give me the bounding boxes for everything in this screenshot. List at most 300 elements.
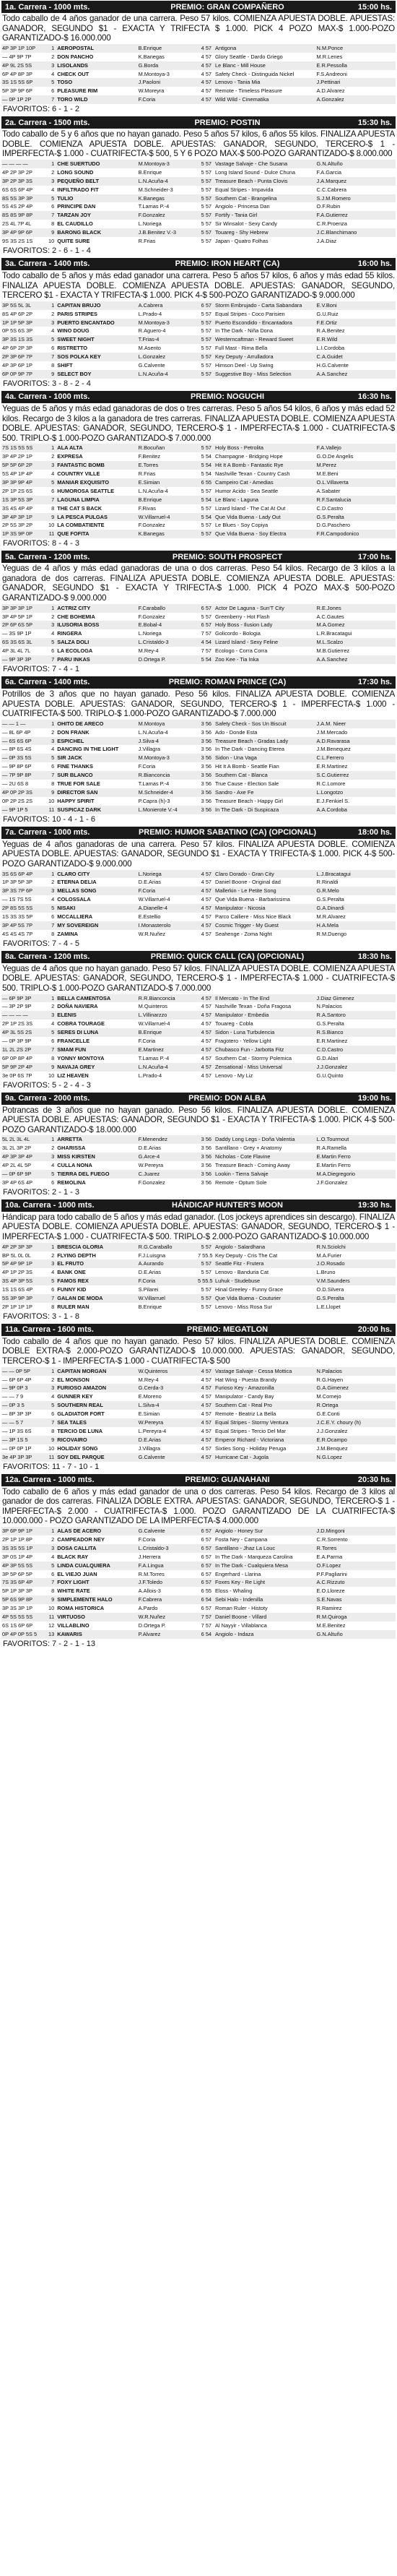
trainer-name: H.G.Calvente — [316, 362, 349, 369]
recent-form: — 9P 1P 5 — [1, 806, 46, 814]
trainer-name: C.R.Proenza — [316, 220, 347, 228]
sire-dam: Safety Check - Distinguida Nickel — [215, 70, 295, 77]
horse-name: REMOLINA — [57, 1179, 86, 1186]
race-number: 11a. Carrera - 1600 mts. — [5, 1325, 94, 1335]
recent-form: 1S 3P 5S 3P — [1, 496, 46, 504]
post-position: 2 — [51, 310, 55, 317]
age-weight: 6 57 — [197, 301, 214, 310]
trainer-name: E.R.Martinez — [316, 763, 348, 770]
age-weight: 4 57 — [201, 1020, 212, 1028]
sire-dam: Hurricane Cat - Jugola — [214, 1453, 316, 1462]
horse-name: SOS POLKA KEY — [56, 353, 137, 361]
sire-dam: Champagne - Bridging Hope — [215, 453, 283, 460]
jockey-name: J.Villagra — [138, 1444, 160, 1452]
post-position: 1 — [46, 720, 56, 728]
entry-row — [1, 1444, 396, 1453]
race-time: 19:30 hs. — [357, 1201, 392, 1210]
age-weight: 4 57 — [197, 904, 214, 913]
horse-name: LISOLANDS — [56, 61, 137, 70]
sire-dam: Que Vida Buena - Barbarissima — [215, 896, 290, 903]
recent-form: 3P 6P 9P 1P — [1, 1527, 46, 1535]
sire-dam: Equal Stripes - Tercio Del Mar — [215, 1427, 287, 1434]
horse-name: AEROPOSTAL — [56, 44, 137, 53]
age-weight: 4 57 — [197, 870, 214, 879]
entry-row — [1, 78, 396, 87]
trainer-name: L.Longotzo — [316, 788, 396, 797]
post-position: 1 — [46, 44, 56, 53]
entry-row — [1, 1578, 396, 1587]
age-weight: 3 56 — [197, 1135, 214, 1144]
recent-form: 3L 2L 3P 2P — [2, 1145, 31, 1152]
horse-name: CLARO CITY — [56, 870, 137, 879]
sire-dam: Seahenge - Zoma Night — [215, 930, 272, 937]
recent-form: — 3P 2P 9P — [2, 1003, 32, 1010]
sire-dam: Equal Stripes - Stormy Ventura — [214, 1418, 316, 1427]
age-weight: 5 57 — [197, 194, 214, 203]
trainer-name: J.J.Gonzalez — [316, 1063, 396, 1072]
recent-form: 3P 3P 9P 4P — [1, 478, 46, 487]
age-weight: 3 56 — [197, 737, 214, 746]
horse-name: FRANCELLE — [57, 1038, 90, 1045]
jockey-name: W.Villarruel-4 — [138, 896, 170, 903]
jockey-name: W.Pereyra — [138, 1162, 164, 1169]
jockey-name: G.Calvente — [138, 1453, 197, 1462]
race-conditions: Yeguas de 4 años que no hayan ganado. Peso 57 kilos. FINALIZA APUESTA DOBLE. COMIENZA APUESTA DOBLE. APUESTAS: GANADOR, SEGUNDO, TERCERO-$ 1 - IMPERFECTA-$ 1.000 - CUATRIFECTA-$ 500. TRIPLO-$ 1.000-POZO GARANTIZADO-$ 7.000.000 — [2, 963, 395, 993]
race-prize: PREMIO: POSTIN — [194, 118, 261, 127]
post-position: 4 — [51, 630, 55, 637]
jockey-name: E.Simian — [138, 478, 197, 487]
recent-form: 1S 3S 3S 5P — [2, 913, 33, 921]
jockey-name: J.B.Benitez V.-3 — [138, 228, 197, 237]
entry-row — [1, 1294, 396, 1303]
post-position: 13 — [46, 1630, 56, 1639]
sire-dam: Golicordo - Bologia — [215, 630, 261, 637]
entry-row — [1, 994, 396, 1003]
horse-name: FINE THANKS — [57, 763, 93, 770]
post-position: 4 — [51, 1020, 55, 1028]
age-weight: 4 57 — [201, 1072, 212, 1079]
jockey-name: S.Pilarei — [138, 1286, 159, 1293]
jockey-name: F.Gonzalez — [138, 211, 197, 220]
sire-dam: Manipulator - Nicosia — [214, 904, 316, 913]
age-weight: 6 54 — [197, 1630, 214, 1639]
post-position: 6 — [51, 1038, 55, 1045]
jockey-name: P.Capra (h)-3 — [138, 797, 170, 804]
race-time: 20:00 hs. — [357, 1325, 392, 1335]
race-section — [1, 827, 396, 949]
horse-name: COLOSSALA — [57, 896, 91, 903]
post-position: 8 — [51, 780, 55, 788]
race-favorites: FAVORITOS: 10 - 4 - 1 - 6 — [3, 814, 95, 824]
horse-name: CAMPEADOR NEY — [57, 1535, 105, 1543]
age-weight: 7 57 — [201, 1621, 212, 1629]
trainer-name: P.F.Pagliarini — [316, 1570, 347, 1577]
jockey-name: B.Enrique — [138, 1028, 197, 1037]
trainer-name: F.A.Gutierrez — [316, 211, 396, 220]
sire-dam: Greenberry - Hot Flash — [215, 613, 270, 620]
horse-name: YONNY MONTOYA — [57, 1054, 105, 1061]
horse-name: SALZA DOLI — [56, 638, 137, 647]
sire-dam: Sandro - Axe Fe — [214, 788, 316, 797]
jockey-name: F.Coria — [138, 1535, 156, 1543]
trainer-name: O.F.Rubin — [316, 203, 341, 210]
age-weight: 4 57 — [197, 1436, 214, 1444]
jockey-name: R.M.Torres — [138, 1570, 165, 1577]
recent-form: 3P 4P 2P 1P — [2, 453, 32, 460]
horse-name: ZAMINA — [57, 930, 79, 937]
recent-form: 2S 4L 7P 4L — [2, 220, 32, 228]
post-position: 7 — [46, 655, 56, 664]
horse-name: PLEASURE RIM — [57, 87, 98, 95]
entry-row — [1, 1553, 396, 1561]
post-position: 1 — [46, 994, 56, 1003]
entry-row — [1, 930, 396, 939]
jockey-name: E.Bobal-4 — [138, 621, 197, 629]
age-weight: 4 57 — [197, 921, 214, 930]
entry-row — [1, 1527, 396, 1535]
post-position: 2 — [51, 1145, 55, 1152]
horse-name: ACTRIZ CITY — [56, 604, 137, 613]
trainer-name: L.O.Tourmout — [316, 1135, 396, 1144]
entry-row — [1, 1170, 396, 1179]
age-weight: 4 57 — [197, 95, 214, 104]
post-position: 10 — [48, 797, 55, 804]
post-position: 2 — [51, 168, 55, 176]
trainer-name: A.A.Sanchez — [316, 370, 396, 379]
entry-row — [1, 1621, 396, 1630]
race-prize: PREMIO: NOGUCHI — [190, 392, 265, 402]
trainer-name: E.O.Lloreze — [316, 1588, 345, 1595]
recent-form: 4P 3L 5S 2S — [1, 1028, 46, 1037]
sire-dam: Roman Ruler - Histoty — [215, 1605, 268, 1612]
recent-form: 2P 1P 2S 6S — [2, 487, 33, 494]
recent-form: 4P 3L 4L 7L — [2, 647, 31, 655]
horse-name: LONG SOUND — [57, 168, 94, 176]
race-number: 4a. Carrera - 1000 mts. — [5, 392, 90, 402]
horse-name: GUNNER KEY — [57, 1393, 93, 1400]
entry-row — [1, 1604, 396, 1613]
age-weight: 7 55.5 — [197, 1252, 213, 1259]
race-favorites: FAVORITOS: 6 - 1 - 2 — [3, 105, 79, 114]
jockey-name: F.Caraballo — [138, 604, 197, 613]
entry-row — [1, 461, 396, 470]
jockey-name: E.Torres — [138, 461, 197, 470]
jockey-name: L.Gonzalez — [138, 353, 197, 361]
sire-dam: Claro Dorado - Gran City — [214, 870, 316, 879]
jockey-name: F.J.Luisgna — [138, 1252, 166, 1259]
jockey-name: W.Villarruel — [138, 1294, 197, 1303]
age-weight: 5 57 — [197, 177, 214, 186]
trainer-name: N.Palacios — [316, 1003, 342, 1010]
trainer-name: E.Martin Ferro — [316, 1153, 396, 1161]
trainer-name: G.N.Altuño — [316, 160, 396, 168]
sire-dam: Lenovo - Banduria Cat — [215, 1269, 269, 1276]
trainer-name: R.F.Santalucia — [316, 496, 396, 504]
horse-name: TULIO — [56, 194, 137, 203]
entry-row — [1, 44, 396, 53]
horse-name: RULER MAN — [57, 1303, 90, 1310]
recent-form: — 3S 9P 1P — [2, 630, 32, 637]
entry-row — [1, 202, 396, 211]
age-weight: 6 57 — [201, 1553, 212, 1560]
trainer-name: F.S.Andreoni — [316, 70, 347, 77]
recent-form: — 2U 6S 8 — [2, 780, 29, 788]
age-weight: 4 57 — [197, 44, 214, 53]
jockey-name: A.Pardo — [138, 1605, 158, 1612]
recent-form: 5P 5P 6P 2P — [1, 461, 46, 470]
sire-dam: Hat Wing - Puesta Brandy — [215, 1376, 277, 1383]
entry-row — [1, 61, 396, 70]
horse-name: MELLAS SONG — [56, 887, 137, 895]
horse-name: SOY DEL PARQUE — [56, 1453, 137, 1462]
entry-row — [1, 1002, 396, 1011]
race-favorites: FAVORITOS: 7 - 4 - 5 — [3, 939, 79, 948]
recent-form: — 6P 9P 3P — [1, 994, 46, 1003]
trainer-name: G.A.Dinardi — [316, 904, 396, 913]
race-number: 7a. Carrera - 1000 mts. — [5, 828, 90, 837]
sire-dam: In The Dark - Dancing Eterea — [215, 746, 285, 753]
recent-form: — — 0P 5P — [1, 1367, 46, 1376]
trainer-name: E.J.Fenkiel S. — [316, 797, 350, 804]
jockey-name: K.Banegas — [138, 530, 197, 538]
race-conditions: Yeguas de 4 años ganadoras de una carrera. Peso 57 kilos. FINALIZA APUESTA DOBLE. COMIENZA APUESTA DOBLE. APUESTAS: GANADOR, SEGUNDO $1 - EXACTA Y TRIFECTA-$ 1.000. PICK 4-$ 500-POZO GARANTIZADO-$ 9.000.000 — [2, 839, 395, 869]
jockey-name: M.Rey-4 — [138, 1376, 159, 1383]
jockey-name: L.N.Acuña-4 — [138, 1063, 197, 1072]
post-position: 3 — [46, 887, 56, 895]
trainer-name: E.R.Ocampo — [316, 1436, 396, 1444]
recent-form: 3P 4P 6S 4P — [2, 1179, 33, 1186]
entry-row — [1, 887, 396, 895]
race-section — [1, 1199, 396, 1322]
age-weight: 4 57 — [201, 1410, 212, 1418]
trainer-name: G.N.Altuño — [316, 1630, 396, 1639]
sire-dam: Foxes Key - Re Light — [214, 1578, 316, 1587]
sire-dam: Key Deputy - Cris The Cat — [215, 1252, 278, 1259]
post-position: 9 — [46, 370, 56, 379]
entry-row — [1, 1054, 396, 1063]
jockey-name: J.Silva-4 — [138, 737, 197, 746]
jockey-name: M.Montoya-3 — [138, 70, 170, 77]
trainer-name: J.A.Marquez — [316, 177, 396, 186]
age-weight: 3 56 — [197, 788, 214, 797]
trainer-name: C.D.Castro — [316, 504, 344, 512]
race-prize: PREMIO: SOUTH PROSPECT — [172, 552, 283, 561]
horse-name: DIRECTOR SAN — [56, 788, 137, 797]
entry-row — [1, 1376, 396, 1384]
trainer-name: J.O.Rosado — [316, 1259, 396, 1268]
entry-row — [1, 1072, 396, 1080]
entries-table — [1, 870, 396, 939]
horse-name: LIZ HEAVEN — [57, 1072, 89, 1079]
jockey-name: F.Gonzalez — [138, 613, 165, 620]
horse-name: CHE SUERTUDO — [56, 160, 137, 168]
age-weight: 5 54 — [197, 496, 214, 504]
race-prize: PREMIO: ROMAN PRINCE (CA) — [168, 678, 287, 687]
jockey-name: G.Cerda-3 — [138, 1384, 197, 1392]
post-position: 3 — [46, 1259, 56, 1268]
entry-row — [1, 504, 396, 513]
jockey-name: E.Martinez — [138, 1046, 197, 1054]
recent-form: 2P 1P 1P 1P — [2, 1303, 32, 1310]
sire-dam: Treasure Beach - Gradas Lady — [214, 737, 316, 746]
trainer-name: G.S.Peralta — [316, 896, 344, 903]
sire-dam: Angiolo - Honey Sur — [214, 1527, 316, 1535]
race-header — [1, 258, 396, 270]
recent-form: — 9P 8P 6P — [2, 763, 32, 770]
horse-name: KAWARIS — [56, 1630, 137, 1639]
race-section — [1, 951, 396, 1090]
recent-form: 4P 6P 2P 3P — [2, 345, 32, 352]
post-position: 4 — [51, 186, 55, 193]
trainer-name: M.Cornejo — [316, 1393, 341, 1400]
jockey-name: F.Coria — [138, 763, 156, 770]
post-position: 8 — [51, 220, 55, 228]
trainer-name: M.R.Alvarez — [316, 913, 346, 921]
jockey-name: T.Lamas P.-4 — [138, 203, 170, 210]
entry-row — [1, 754, 396, 762]
recent-form: 6S 3S 6S 3L — [1, 638, 46, 647]
jockey-name: J.Villagra — [138, 746, 160, 753]
jockey-name: G.Calvente — [138, 1527, 197, 1535]
age-weight: 5 57 — [201, 362, 212, 369]
post-position: 4 — [51, 327, 55, 335]
age-weight: 6 57 — [197, 1544, 214, 1553]
jockey-name: G.Calvente — [138, 362, 165, 369]
jockey-name: M.Asento — [138, 345, 161, 352]
age-weight: 3 56 — [197, 771, 214, 780]
post-position: 6 — [51, 913, 55, 921]
race-section — [1, 1324, 396, 1472]
race-favorites: FAVORITOS: 2 - 1 - 3 — [3, 1187, 79, 1197]
post-position: 3 — [46, 177, 56, 186]
recent-form: 4P 1P 2P 3S — [2, 1269, 32, 1276]
sire-dam: Westerncaftman - Reward Sweet — [214, 335, 316, 344]
race-prize: PREMIO: IRON HEART (CA) — [175, 259, 280, 269]
jockey-name: L.Prado-4 — [138, 1072, 162, 1079]
sire-dam: Eloss - Whaling — [215, 1588, 253, 1595]
horse-name: ARRETTA — [56, 1135, 137, 1144]
entry-row — [1, 913, 396, 921]
recent-form: 3P 5P 6P 5P — [2, 1570, 32, 1577]
horse-name: LAGUNA LIMPIA — [56, 496, 137, 504]
entry-row — [1, 53, 396, 61]
trainer-name: O.F.Lopez — [316, 1561, 396, 1570]
race-time: 19:00 hs. — [357, 1094, 392, 1103]
recent-form: — 9P 0P 3 — [1, 1384, 46, 1392]
post-position: 11 — [46, 1453, 56, 1462]
entry-row — [1, 1135, 396, 1144]
post-position: 3 — [46, 461, 56, 470]
trainer-name: J.A.M. Nieer — [316, 720, 396, 728]
recent-form: — 1P 3S 6S — [2, 1427, 32, 1434]
trainer-name: M.B.Gutierrez — [316, 647, 350, 655]
jockey-name: K.Banegas — [138, 194, 197, 203]
jockey-name: L.Noriega — [138, 870, 197, 879]
age-weight: 6 57 — [197, 1527, 214, 1535]
horse-name: FURIOSO AMAZON — [56, 1384, 137, 1392]
post-position: 10 — [48, 1444, 55, 1452]
age-weight: 5 57 — [201, 504, 212, 512]
post-position: 5 — [46, 194, 56, 203]
horse-name: MANIAR EXQUISITO — [56, 478, 137, 487]
entry-row — [1, 1063, 396, 1072]
entry-row — [1, 1303, 396, 1311]
post-position: 8 — [51, 1588, 55, 1595]
horse-name: PUERTO ENCANTADO — [56, 319, 137, 327]
horse-name: EL CAUDILLO — [57, 220, 93, 228]
jockey-name: D.E.Arias — [138, 1436, 197, 1444]
sire-dam: In The Dark - Cualquiera Mesa — [214, 1561, 316, 1570]
entry-row — [1, 470, 396, 478]
sire-dam: Que Vida Buena - Couturier — [214, 1294, 316, 1303]
recent-form: 5S 4P 1P 4P — [2, 470, 33, 477]
age-weight: 5 57 — [197, 335, 214, 344]
post-position: 11 — [46, 806, 56, 814]
sire-dam: Hit It A Bomb - Fantastic Rye — [214, 461, 316, 470]
recent-form: 3e 0P 6S 7P — [2, 1072, 32, 1079]
sire-dam: Southern Cat - Blanca — [214, 771, 316, 780]
trainer-name: C.A.Guidet — [316, 353, 396, 361]
age-weight: 4 57 — [201, 1038, 212, 1045]
entry-row — [1, 1144, 396, 1153]
post-position: 5 — [46, 1028, 56, 1037]
trainer-name: J.M.Mercado — [316, 728, 348, 736]
entry-row — [1, 797, 396, 806]
entry-row — [1, 613, 396, 621]
recent-form: 3S 4P 3P 5S — [1, 1277, 46, 1285]
race-prize: PREMIO: MEGATLON — [186, 1325, 269, 1335]
horse-name: MISS KIRSTEN — [56, 1153, 137, 1161]
horse-name: BRESCIA GLORIA — [56, 1243, 137, 1252]
jockey-name: C.Juarez — [138, 1170, 197, 1179]
post-position: 5 — [46, 1401, 56, 1410]
race-time: 16:30 hs. — [357, 392, 392, 402]
sire-dam: Remote - Beatriz La Bella — [215, 1410, 276, 1418]
age-weight: 6 54 — [197, 1595, 214, 1604]
sire-dam: Angiolo - Indaza — [214, 1630, 316, 1639]
horse-name: CHE BOHEMIA — [57, 613, 95, 620]
jockey-name: D.E.Arias — [138, 1269, 161, 1276]
race-number: 8a. Carrera - 1200 mts. — [5, 952, 90, 962]
entry-row — [1, 1453, 396, 1462]
trainer-name: J.D.Mingoni — [316, 1527, 396, 1535]
recent-form: 8S 5S 3P 3P — [1, 194, 46, 203]
recent-form: 3P 0S 1P 4P — [2, 1553, 33, 1560]
age-weight: 4 57 — [197, 1046, 214, 1054]
entries-table — [1, 1527, 396, 1639]
sire-dam: Seattle Fitz - Frutera — [214, 1259, 316, 1268]
sire-dam: Humor Acido - Sea Seattle — [215, 487, 279, 494]
trainer-name: A.C.Gautes — [316, 613, 344, 620]
recent-form: 1P 3P 5P 3P — [2, 879, 32, 886]
entry-row — [1, 530, 396, 538]
post-position: 1 — [46, 1367, 56, 1376]
sire-dam: Equal Stripes - Impavida — [215, 186, 274, 193]
horse-name: CHECK OUT — [57, 70, 90, 77]
age-weight: 4 57 — [201, 1003, 212, 1010]
horse-name: GLADIATOR FORT — [57, 1410, 105, 1418]
horse-name: NISAKI — [56, 904, 137, 913]
trainer-name: M.A.Furier — [316, 1252, 342, 1259]
entry-row — [1, 921, 396, 930]
entries-table — [1, 160, 396, 246]
sire-dam: Wild Wild - Cinematika — [214, 95, 316, 104]
sire-dam: Fosta Ney - Campana — [215, 1535, 268, 1543]
horse-name: TOSO — [56, 78, 137, 87]
jockey-name: D.E.Arias — [138, 879, 161, 886]
race-section — [1, 551, 396, 674]
jockey-name: G.Borda — [138, 61, 197, 70]
